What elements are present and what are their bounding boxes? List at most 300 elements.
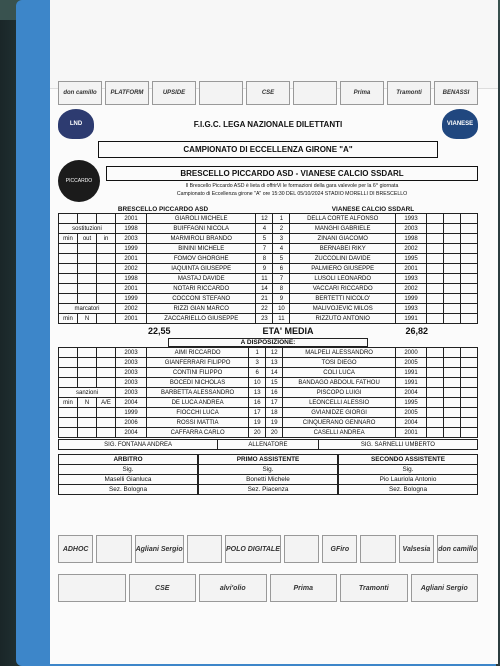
home-player-name: BOCEDI NICHOLAS xyxy=(147,378,249,388)
home-player-year: 2003 xyxy=(116,368,147,378)
sponsor-row-bottom-1 xyxy=(58,532,478,566)
official-1 xyxy=(198,454,338,495)
away-player-year: 2003 xyxy=(396,224,427,234)
home-player-year: 1999 xyxy=(116,408,147,418)
side-cell xyxy=(78,378,97,388)
sponsor-logo: GFiro xyxy=(322,535,357,563)
player-row xyxy=(59,348,478,358)
side-cell xyxy=(427,214,444,224)
away-player-name: PISCOPO LUIGI xyxy=(283,388,396,398)
sponsor-logo: alvi'olio xyxy=(199,574,267,602)
sponsor-logo xyxy=(293,81,337,105)
away-player-number: 3 xyxy=(273,234,290,244)
away-player-name: ZINANI GIACOMO xyxy=(290,234,396,244)
side-cell xyxy=(59,358,78,368)
away-player-name: VACCARI RICCARDO xyxy=(290,284,396,294)
side-cell xyxy=(78,274,97,284)
side-cell xyxy=(461,378,478,388)
bench-title: A DISPOSIZIONE: xyxy=(168,338,368,347)
player-row xyxy=(59,244,478,254)
side-cell xyxy=(444,274,461,284)
away-player-year: 1993 xyxy=(396,274,427,284)
side-cell xyxy=(444,314,461,324)
side-cell xyxy=(78,254,97,264)
home-player-number: 16 xyxy=(249,398,266,408)
sponsor-logo: don camillo xyxy=(58,81,102,105)
side-cell: min xyxy=(59,314,78,324)
vianese-logo: VIANESE xyxy=(442,109,478,139)
side-cell xyxy=(427,284,444,294)
federation-title: F.I.G.C. LEGA NAZIONALE DILETTANTI xyxy=(193,119,343,129)
home-player-number: 22 xyxy=(256,304,273,314)
side-cell xyxy=(59,408,78,418)
home-player-name: RIZZI GIAN MARCO xyxy=(147,304,256,314)
away-player-number: 2 xyxy=(273,224,290,234)
side-cell xyxy=(427,428,444,438)
away-player-number: 15 xyxy=(266,378,283,388)
away-player-year: 1995 xyxy=(396,398,427,408)
away-player-year: 2005 xyxy=(396,358,427,368)
away-player-number: 17 xyxy=(266,398,283,408)
side-cell xyxy=(461,418,478,428)
away-player-name: BANDAGO ABDOUL FATHOU xyxy=(283,378,396,388)
official-role: SECONDO ASSISTENTE xyxy=(371,456,445,463)
official-role: PRIMO ASSISTENTE xyxy=(236,456,300,463)
home-player-name: GIAROLI MICHELE xyxy=(147,214,256,224)
home-player-year: 1999 xyxy=(116,244,147,254)
home-player-year: 2003 xyxy=(116,388,147,398)
away-player-name: CINQUERANO GENNARO xyxy=(283,418,396,428)
home-player-name: MASTAJ DAVIDE xyxy=(147,274,256,284)
away-player-name: CASELLI ANDREA xyxy=(283,428,396,438)
player-row xyxy=(59,368,478,378)
away-player-number: 19 xyxy=(266,418,283,428)
home-player-year: 2003 xyxy=(116,378,147,388)
home-player-year: 2001 xyxy=(116,284,147,294)
away-player-name: LUSOLI LEONARDO xyxy=(290,274,396,284)
home-coach: SIG. FONTANA ANDREA xyxy=(59,440,218,450)
side-cell xyxy=(59,264,78,274)
player-row xyxy=(59,214,478,224)
home-player-name: CAFFARRA CARLO xyxy=(147,428,249,438)
home-player-name: BININI MICHELE xyxy=(147,244,256,254)
player-row xyxy=(59,428,478,438)
starters-table xyxy=(58,213,478,324)
away-coach: SIG. SARNELLI UMBERTO xyxy=(318,440,477,450)
side-cell xyxy=(461,348,478,358)
home-player-name: IAQUINTA GIUSEPPE xyxy=(147,264,256,274)
official-sig: Sig. xyxy=(339,464,477,474)
away-player-name: RIZZUTO ANTONIO xyxy=(290,314,396,324)
lnd-logo: LND xyxy=(58,109,94,139)
side-cell xyxy=(444,348,461,358)
away-player-name: MALIVOJEVIC MILOS xyxy=(290,304,396,314)
home-player-name: CONTINI FILIPPO xyxy=(147,368,249,378)
eta-home: 22,55 xyxy=(148,326,171,336)
official-name: Maselli Gianluca xyxy=(59,474,197,484)
player-row xyxy=(59,264,478,274)
side-cell xyxy=(427,378,444,388)
home-player-year: 2002 xyxy=(116,304,147,314)
side-cell xyxy=(461,304,478,314)
sponsor-row-top xyxy=(58,80,478,106)
side-cell xyxy=(427,274,444,284)
side-cell xyxy=(97,358,116,368)
sponsor-logo xyxy=(199,81,243,105)
away-player-year: 1993 xyxy=(396,214,427,224)
home-player-number: 3 xyxy=(249,358,266,368)
sponsor-logo: don camillo xyxy=(437,535,478,563)
side-cell xyxy=(97,368,116,378)
side-cell: min xyxy=(59,398,78,408)
home-player-name: MARMIROLI BRANDO xyxy=(147,234,256,244)
official-sez: Sez. Bologna xyxy=(59,484,197,494)
sponsor-logo: PLATFORM xyxy=(105,81,149,105)
sponsor-logo: Prima xyxy=(270,574,338,602)
sponsor-logo: CSE xyxy=(129,574,197,602)
side-cell xyxy=(97,314,116,324)
away-player-number: 20 xyxy=(266,428,283,438)
away-player-name: MANGHI GABRIELE xyxy=(290,224,396,234)
official-2 xyxy=(338,454,478,495)
sponsor-logo: Agliani Sergio xyxy=(135,535,184,563)
home-player-name: FOMOV GHORGHE xyxy=(147,254,256,264)
away-player-name: BERTETTI NICOLO' xyxy=(290,294,396,304)
official-sez: Sez. Piacenza xyxy=(199,484,337,494)
away-player-number: 5 xyxy=(273,254,290,264)
official-name: Pio Lauriola Antonio xyxy=(339,474,477,484)
away-player-year: 1991 xyxy=(396,368,427,378)
away-player-name: BERNABEI RIKY xyxy=(290,244,396,254)
officials xyxy=(58,454,478,495)
sponsor-logo: BENASSI xyxy=(434,81,478,105)
away-player-year: 2000 xyxy=(396,348,427,358)
home-player-number: 14 xyxy=(256,284,273,294)
side-cell xyxy=(97,378,116,388)
home-player-number: 6 xyxy=(249,368,266,378)
side-cell xyxy=(461,368,478,378)
side-cell xyxy=(444,358,461,368)
side-cell xyxy=(444,284,461,294)
home-player-name: DE LUCA ANDREA xyxy=(147,398,249,408)
away-player-number: 10 xyxy=(273,304,290,314)
away-player-number: 4 xyxy=(273,244,290,254)
home-player-year: 2003 xyxy=(116,348,147,358)
home-player-name: AIMI RICCARDO xyxy=(147,348,249,358)
sponsor-logo xyxy=(96,535,131,563)
side-cell xyxy=(97,254,116,264)
away-player-number: 13 xyxy=(266,358,283,368)
side-cell: sostituzioni xyxy=(59,224,116,234)
side-cell: out xyxy=(78,234,97,244)
away-player-number: 1 xyxy=(273,214,290,224)
away-player-year: 1991 xyxy=(396,378,427,388)
away-player-number: 6 xyxy=(273,264,290,274)
home-player-year: 2003 xyxy=(116,234,147,244)
side-cell xyxy=(461,264,478,274)
away-player-year: 2001 xyxy=(396,428,427,438)
match-block xyxy=(58,160,478,202)
home-player-number: 13 xyxy=(249,388,266,398)
home-player-number: 1 xyxy=(249,348,266,358)
bench-table xyxy=(58,347,478,438)
official-role: ARBITRO xyxy=(113,456,143,463)
side-cell xyxy=(444,214,461,224)
sponsor-logo: Prima xyxy=(340,81,384,105)
side-cell xyxy=(97,428,116,438)
player-row xyxy=(59,388,478,398)
away-player-year: 1999 xyxy=(396,294,427,304)
away-player-name: MALPELI ALESSANDRO xyxy=(283,348,396,358)
side-cell xyxy=(427,304,444,314)
player-row xyxy=(59,408,478,418)
player-row xyxy=(59,398,478,408)
side-cell xyxy=(59,274,78,284)
side-cell xyxy=(461,428,478,438)
sponsors-bottom xyxy=(58,532,478,606)
side-cell xyxy=(78,294,97,304)
side-cell xyxy=(461,358,478,368)
side-cell xyxy=(78,418,97,428)
side-cell: sanzioni xyxy=(59,388,116,398)
brescello-logo: PICCARDO xyxy=(58,160,100,202)
away-player-year: 2005 xyxy=(396,408,427,418)
side-cell xyxy=(78,368,97,378)
player-row xyxy=(59,274,478,284)
official-sig: Sig. xyxy=(199,464,337,474)
official-sez: Sez. Bologna xyxy=(339,484,477,494)
side-cell xyxy=(78,284,97,294)
official-sig: Sig. xyxy=(59,464,197,474)
official-name: Bonetti Michele xyxy=(199,474,337,484)
side-cell xyxy=(97,418,116,428)
away-player-name: ZUCCOLINI DAVIDE xyxy=(290,254,396,264)
side-cell xyxy=(427,388,444,398)
side-cell xyxy=(97,274,116,284)
side-cell xyxy=(461,314,478,324)
side-cell xyxy=(427,264,444,274)
side-cell xyxy=(59,214,78,224)
side-cell xyxy=(59,378,78,388)
side-cell xyxy=(461,254,478,264)
side-cell xyxy=(427,294,444,304)
side-cell xyxy=(97,408,116,418)
player-row xyxy=(59,254,478,264)
sponsor-logo: Agliani Sergio xyxy=(411,574,479,602)
side-cell xyxy=(78,408,97,418)
home-player-number: 7 xyxy=(256,244,273,254)
home-player-number: 20 xyxy=(249,428,266,438)
away-player-number: 16 xyxy=(266,388,283,398)
home-player-number: 11 xyxy=(256,274,273,284)
side-cell xyxy=(78,214,97,224)
home-player-year: 2001 xyxy=(116,254,147,264)
away-player-number: 7 xyxy=(273,274,290,284)
away-player-name: DELLA CORTE ALFONSO xyxy=(290,214,396,224)
away-player-number: 14 xyxy=(266,368,283,378)
home-player-year: 2001 xyxy=(116,214,147,224)
home-player-number: 21 xyxy=(256,294,273,304)
player-row xyxy=(59,304,478,314)
side-cell xyxy=(97,348,116,358)
home-player-year: 2002 xyxy=(116,264,147,274)
sponsor-logo: Tramonti xyxy=(340,574,408,602)
match-description-1: Il Brescello Piccardo ASD è lieta di offrirVi le formazioni della gara valevole per la 6^ giornata xyxy=(185,182,399,189)
away-player-name: PALMIERO GIUSEPPE xyxy=(290,264,396,274)
home-player-year: 1999 xyxy=(116,294,147,304)
side-cell xyxy=(97,284,116,294)
eta-media-row xyxy=(58,326,478,336)
side-cell xyxy=(461,274,478,284)
official-0 xyxy=(58,454,198,495)
coach-label: ALLENATORE xyxy=(218,440,319,450)
sponsor-logo xyxy=(187,535,222,563)
side-cell xyxy=(427,408,444,418)
side-cell xyxy=(427,234,444,244)
away-player-name: TOSI DIEGO xyxy=(283,358,396,368)
away-player-name: GVIANIDZE GIORGI xyxy=(283,408,396,418)
player-row xyxy=(59,378,478,388)
side-cell xyxy=(444,388,461,398)
home-player-name: BARBETTA ALESSANDRO xyxy=(147,388,249,398)
away-player-name: COLI LUCA xyxy=(283,368,396,378)
side-cell xyxy=(461,214,478,224)
side-cell: A/E xyxy=(97,398,116,408)
home-player-number: 4 xyxy=(256,224,273,234)
side-cell xyxy=(427,348,444,358)
side-cell xyxy=(59,428,78,438)
away-player-year: 2004 xyxy=(396,418,427,428)
side-cell xyxy=(444,224,461,234)
side-cell xyxy=(444,398,461,408)
side-cell xyxy=(444,234,461,244)
side-cell xyxy=(444,378,461,388)
side-cell xyxy=(444,244,461,254)
side-cell xyxy=(59,294,78,304)
away-player-year: 1998 xyxy=(396,234,427,244)
side-cell xyxy=(78,428,97,438)
side-cell xyxy=(59,418,78,428)
away-player-year: 2002 xyxy=(396,284,427,294)
home-team-name: BRESCELLO PICCARDO ASD xyxy=(117,206,209,213)
side-cell xyxy=(444,264,461,274)
page-curl xyxy=(50,0,498,89)
home-player-year: 2004 xyxy=(116,398,147,408)
sponsor-logo: CSE xyxy=(246,81,290,105)
away-player-year: 2001 xyxy=(396,264,427,274)
eta-away: 26,82 xyxy=(405,326,428,336)
away-player-name: LEONCELLI ALESSIO xyxy=(283,398,396,408)
side-cell xyxy=(461,388,478,398)
home-player-number: 8 xyxy=(256,254,273,264)
sponsor-row-bottom-2 xyxy=(58,570,478,606)
side-cell xyxy=(59,368,78,378)
side-cell xyxy=(461,224,478,234)
home-player-name: BUIFFAGNI NICOLA xyxy=(147,224,256,234)
side-cell xyxy=(444,418,461,428)
side-cell xyxy=(59,244,78,254)
away-player-number: 12 xyxy=(266,348,283,358)
player-row xyxy=(59,294,478,304)
side-cell xyxy=(97,264,116,274)
side-cell xyxy=(427,254,444,264)
sponsor-logo xyxy=(284,535,319,563)
side-cell xyxy=(427,418,444,428)
home-player-name: ZACCARIELLO GIUSEPPE xyxy=(147,314,256,324)
side-cell xyxy=(427,368,444,378)
sponsor-logo xyxy=(58,574,126,602)
home-player-number: 19 xyxy=(249,418,266,428)
sponsor-logo: Valsesia xyxy=(399,535,434,563)
side-cell xyxy=(444,254,461,264)
sponsor-logo xyxy=(360,535,395,563)
home-player-name: FIOCCHI LUCA xyxy=(147,408,249,418)
home-player-number: 23 xyxy=(256,314,273,324)
home-player-name: COCCONI STEFANO xyxy=(147,294,256,304)
sponsor-logo: UPSIDE xyxy=(152,81,196,105)
side-cell xyxy=(78,244,97,254)
side-cell: marcatori xyxy=(59,304,116,314)
side-cell: in xyxy=(97,234,116,244)
away-team-name: VIANESE CALCIO SSDARL xyxy=(331,206,415,213)
away-player-number: 11 xyxy=(273,314,290,324)
away-player-year: 2004 xyxy=(396,388,427,398)
side-cell xyxy=(97,244,116,254)
player-row xyxy=(59,234,478,244)
side-cell xyxy=(78,264,97,274)
side-cell xyxy=(444,294,461,304)
side-cell xyxy=(461,284,478,294)
away-player-number: 18 xyxy=(266,408,283,418)
side-cell xyxy=(97,294,116,304)
home-player-name: NOTARI RICCARDO xyxy=(147,284,256,294)
side-cell xyxy=(444,368,461,378)
side-cell xyxy=(461,398,478,408)
home-player-year: 2001 xyxy=(116,314,147,324)
player-row xyxy=(59,224,478,234)
home-player-year: 1998 xyxy=(116,224,147,234)
side-cell: N xyxy=(78,314,97,324)
home-player-name: GIANFERRARI FILIPPO xyxy=(147,358,249,368)
player-row xyxy=(59,314,478,324)
home-player-number: 12 xyxy=(256,214,273,224)
side-cell xyxy=(59,284,78,294)
side-cell xyxy=(97,214,116,224)
side-cell xyxy=(427,314,444,324)
side-cell: min xyxy=(59,234,78,244)
home-player-year: 2004 xyxy=(116,428,147,438)
player-row xyxy=(59,284,478,294)
coaches-row xyxy=(58,439,478,450)
side-cell xyxy=(78,358,97,368)
side-cell xyxy=(444,428,461,438)
away-player-year: 1995 xyxy=(396,254,427,264)
side-cell xyxy=(461,244,478,254)
sponsor-logo: ADHOC xyxy=(58,535,93,563)
side-cell xyxy=(444,408,461,418)
match-title: BRESCELLO PICCARDO ASD - VIANESE CALCIO SSDARL xyxy=(106,166,478,181)
player-row xyxy=(59,358,478,368)
teams-header xyxy=(58,206,478,213)
player-row xyxy=(59,418,478,428)
side-cell xyxy=(427,244,444,254)
side-cell xyxy=(59,348,78,358)
side-cell xyxy=(461,234,478,244)
side-cell xyxy=(461,408,478,418)
home-player-number: 5 xyxy=(256,234,273,244)
eta-label: ETA' MEDIA xyxy=(262,326,314,336)
home-player-year: 1998 xyxy=(116,274,147,284)
